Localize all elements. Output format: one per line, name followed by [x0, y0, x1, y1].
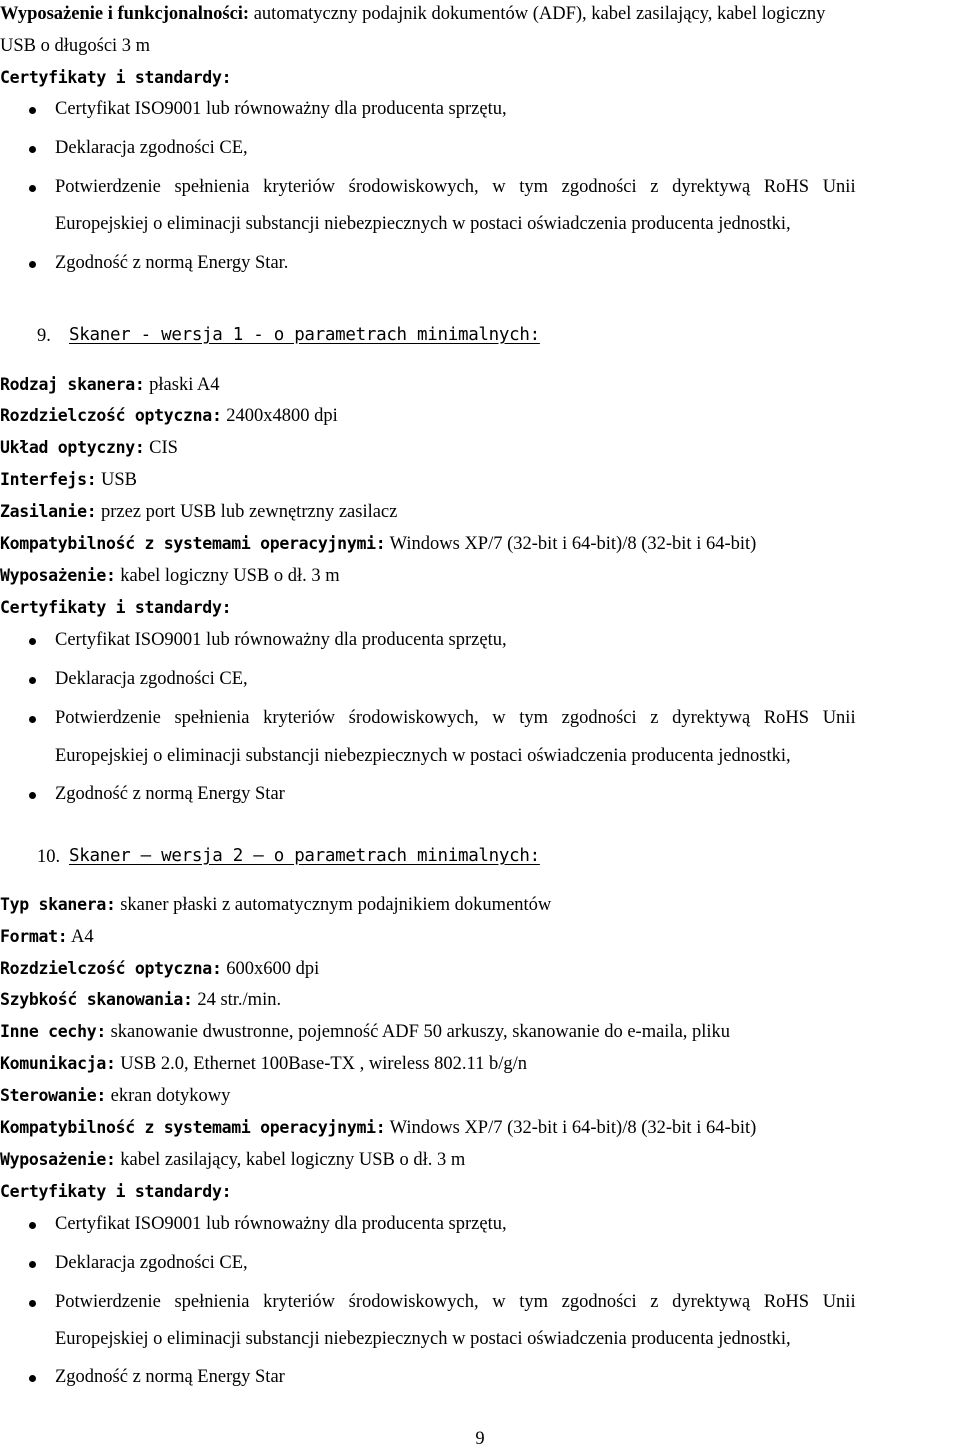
spec-line: Zasilanie: przez port USB lub zewnętrzny zasilacz [0, 502, 398, 522]
section-heading: Skaner – wersja 2 – o parametrach minimalnych: [69, 846, 540, 866]
section-number: 9. [37, 326, 51, 346]
spec-line: Certyfikaty i standardy: [0, 1182, 232, 1201]
bullet-icon [29, 146, 36, 153]
equipment-line-cont: USB o długości 3 m [0, 36, 151, 56]
bullet-icon [29, 716, 36, 723]
bullet-icon [29, 261, 36, 268]
document-page: Wyposażenie i funkcjonalności: automatyczny podajnik dokumentów (ADF), kabel zasilający, kabel logiczny USB o długości 3 m Certyfikaty i standardy: Certyfikat ISO9001 lub równoważny dla producenta sprzętu, Deklaracja zgodności CE, Potwierdzenie spełnienia kryteriów środowiskowych, w tym zgodności z dyrektywą RoHS Unii Europejskiej o eliminacji substancji niebezpiecznych w postaci oświadczenia producenta jednostki, Zgodność z normą Energy Star. 9. Skaner - wersja 1 - o parametrach minimalnych: Rodzaj skanera: płaski A4 Rozdzielczość optyczna: 2400x4800 dpi Układ optyczny: CIS Interfejs: USB Zasilanie: przez port USB lub zewnętrzny zasilacz Kompatybilność z systemami operacyjnymi: Windows XP/7 (32-bit i 64-bit)/8 (32-bit i 64-bit) Wyposażenie: kabel logiczny USB o dł. 3 m Certyfikaty i standardy: Certyfikat ISO9001 lub równoważny dla producenta sprzętu, Deklaracja zgodności CE, Potwierdzenie spełnienia kryteriów środowiskowych, w tym zgodności z dyrektywą RoHS Unii Europejskiej o eliminacji substancji niebezpiecznych w postaci oświadczenia producenta jednostki, Zgodność z normą Energy Star 10. Skaner – wersja 2 – o parametrach minimalnych: Typ skanera: skaner płaski z automatycznym podajnikiem dokumentów Format: A4 Rozdzielczość optyczna: 600x600 dpi Szybkość skanowania: 24 str./min. Inne cechy: skanowanie dwustronne, pojemność ADF 50 arkuszy, skanowanie do e-maila, pliku Komunikacja: USB 2.0, Ethernet 100Base-TX , wireless 802.11 b/g/n Sterowanie: ekran dotykowy Kompatybilność z systemami operacyjnymi: Windows XP/7 (32-bit i 64-bit)/8 (32-bit i 64-bit) Wyposażenie: kabel zasilający, kabel logiczny USB o dł. 3 m Certyfikaty i standardy: Certyfikat ISO9001 lub równoważny dla producenta sprzętu, Deklaracja zgodności CE, Potwierdzenie spełnienia kryteriów środowiskowych, w tym zgodności z dyrektywą RoHS Unii Europejskiej o eliminacji substancji niebezpiecznych w postaci oświadczenia producenta jednostki, Zgodność z normą Energy Star 9 [0, 0, 960, 1447]
bullet-icon [29, 107, 36, 114]
spec-line: Układ optyczny: CIS [0, 438, 178, 458]
spec-line: Wyposażenie: kabel zasilający, kabel logiczny USB o dł. 3 m [0, 1150, 466, 1170]
spec-line: Kompatybilność z systemami operacyjnymi: Windows XP/7 (32-bit i 64-bit)/8 (32-bit i 64-bit) [0, 1118, 757, 1138]
spec-line: Kompatybilność z systemami operacyjnymi: Windows XP/7 (32-bit i 64-bit)/8 (32-bit i 64-bit) [0, 534, 757, 554]
spec-line: Rozdzielczość optyczna: 2400x4800 dpi [0, 406, 338, 426]
bullet-icon [29, 1222, 36, 1229]
page-number: 9 [475, 1429, 485, 1449]
spec-line: Rozdzielczość optyczna: 600x600 dpi [0, 959, 320, 979]
spec-line: Inne cechy: skanowanie dwustronne, pojemność ADF 50 arkuszy, skanowanie do e-maila, pliku [0, 1022, 731, 1042]
spec-line: Certyfikaty i standardy: [0, 598, 232, 617]
bullet-icon [29, 1300, 36, 1307]
equipment-label: Wyposażenie i funkcjonalności: [0, 4, 250, 24]
spec-line: Sterowanie: ekran dotykowy [0, 1086, 231, 1106]
section-heading: Skaner - wersja 1 - o parametrach minimalnych: [69, 325, 540, 345]
bullet-icon [29, 185, 36, 192]
spec-line: Komunikacja: USB 2.0, Ethernet 100Base-TX , wireless 802.11 b/g/n [0, 1054, 528, 1074]
bullet-icon [29, 1375, 36, 1382]
equipment-value: automatyczny podajnik dokumentów (ADF), kabel zasilający, kabel logiczny [253, 4, 826, 24]
spec-line: Szybkość skanowania: 24 str./min. [0, 990, 282, 1010]
spec-line: Format: A4 [0, 927, 94, 947]
bullet-icon [29, 1261, 36, 1268]
spec-line: Rodzaj skanera: płaski A4 [0, 375, 220, 395]
bullet-icon [29, 792, 36, 799]
bullet-icon [29, 638, 36, 645]
cert-label-top: Certyfikaty i standardy: [0, 68, 232, 87]
section-number: 10. [37, 847, 61, 867]
spec-line: Typ skanera: skaner płaski z automatycznym podajnikiem dokumentów [0, 895, 552, 915]
spec-line: Interfejs: USB [0, 470, 137, 490]
bullet-icon [29, 677, 36, 684]
equipment-line [0, 3, 960, 25]
spec-line: Wyposażenie: kabel logiczny USB o dł. 3 m [0, 566, 340, 586]
